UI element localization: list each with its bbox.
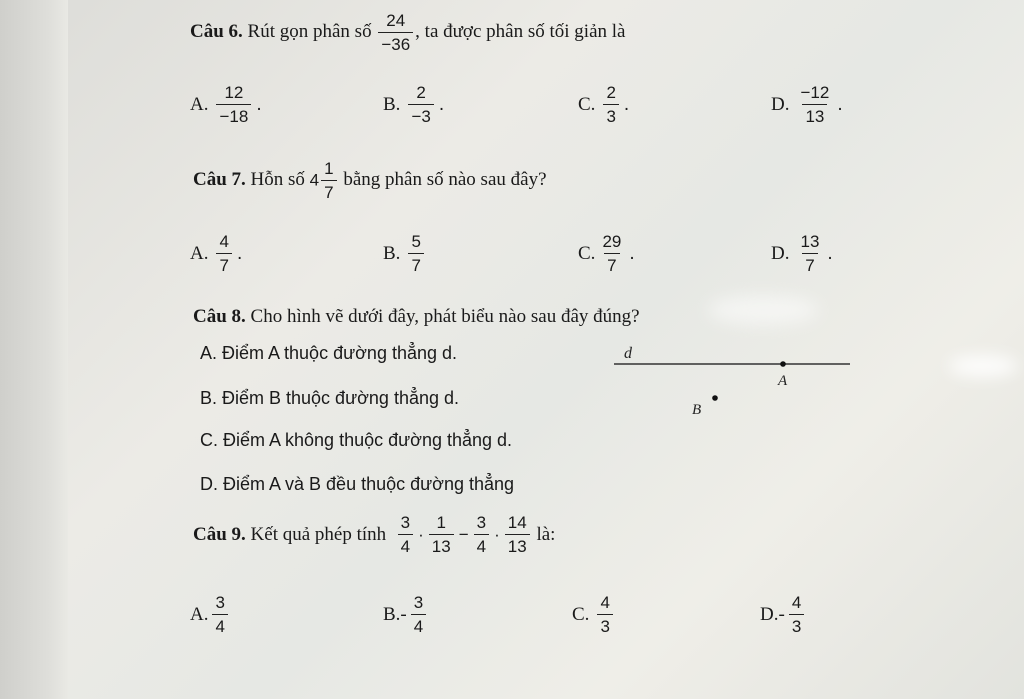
q7-option-d[interactable] — [771, 233, 833, 274]
light-glare — [708, 295, 818, 325]
option-label: D. — [771, 93, 790, 115]
denominator: 4 — [474, 534, 489, 555]
fraction — [411, 594, 426, 635]
numerator: 2 — [416, 83, 426, 102]
page-margin — [0, 0, 68, 699]
q9-option-a[interactable] — [190, 594, 230, 635]
fraction — [408, 84, 433, 125]
minus-sign: − — [458, 524, 469, 544]
numerator: 4 — [600, 593, 610, 612]
numerator: 5 — [411, 232, 421, 251]
q9-option-b[interactable] — [383, 594, 428, 635]
q7-option-b[interactable] — [383, 233, 429, 274]
denominator: 4 — [398, 534, 413, 555]
q7-option-c[interactable] — [578, 233, 635, 274]
q8-option-c[interactable]: C. Điểm A không thuộc đường thẳng d. — [200, 430, 513, 450]
numerator: 4 — [791, 593, 802, 612]
denominator: 3 — [603, 104, 618, 125]
question-7 — [193, 160, 547, 201]
denominator: 7 — [604, 253, 619, 274]
numerator: 13 — [800, 232, 820, 251]
option-label: C. — [578, 93, 596, 115]
fraction — [429, 514, 454, 555]
q6-option-b[interactable] — [383, 84, 444, 125]
multiply-sign: · — [494, 524, 500, 544]
option-label: A. — [190, 93, 209, 115]
q9-option-c[interactable] — [572, 594, 615, 635]
fraction — [474, 514, 489, 555]
option-label: D.- — [760, 603, 785, 625]
numerator: 4 — [219, 232, 229, 251]
fraction — [378, 12, 413, 53]
option-label: B. — [383, 242, 401, 264]
option-label: A. — [190, 242, 209, 264]
q6-option-c[interactable] — [578, 84, 629, 125]
question-text: , ta được phân số tối giản là — [415, 20, 626, 42]
numerator: 12 — [224, 83, 244, 102]
option-tail: . — [629, 242, 635, 264]
numerator: 1 — [436, 513, 446, 532]
question-label: Câu 6. — [190, 20, 243, 42]
numerator: 14 — [507, 513, 527, 532]
denominator: 3 — [789, 614, 804, 635]
denominator: 7 — [408, 253, 423, 274]
denominator: 4 — [411, 614, 426, 635]
q6-option-d[interactable] — [771, 84, 843, 125]
numerator: 1 — [324, 159, 334, 178]
numerator: 2 — [606, 83, 616, 102]
option-label: C. — [578, 242, 596, 264]
option-tail: . — [623, 93, 630, 115]
denominator: 13 — [802, 104, 827, 125]
fraction — [789, 594, 804, 635]
question-9 — [193, 514, 555, 555]
option-label: B. — [383, 93, 401, 115]
denominator: −36 — [378, 32, 413, 53]
q6-option-a[interactable] — [190, 84, 262, 125]
point-line-figure — [600, 335, 860, 425]
option-tail: . — [837, 93, 843, 115]
numerator: 3 — [215, 593, 225, 612]
fraction — [398, 514, 413, 555]
fraction — [216, 84, 251, 125]
denominator: 7 — [321, 180, 336, 201]
option-label: A. — [190, 603, 209, 625]
option-label: C. — [572, 603, 590, 625]
q8-option-d[interactable]: D. Điểm A và B đều thuộc đường thẳng — [200, 474, 515, 494]
q7-option-a[interactable] — [190, 233, 242, 274]
option-tail: . — [438, 93, 445, 115]
fraction — [212, 594, 227, 635]
denominator: 7 — [802, 253, 817, 274]
option-tail: . — [236, 242, 243, 264]
question-text: Kết quả phép tính — [250, 523, 387, 545]
light-glare — [948, 355, 1018, 377]
option-label: B.- — [383, 603, 407, 625]
q8-option-a[interactable]: A. Điểm A thuộc đường thẳng d. — [200, 343, 458, 363]
denominator: 3 — [597, 614, 612, 635]
option-tail: . — [256, 93, 262, 115]
numerator: 24 — [386, 11, 406, 30]
fraction — [321, 160, 336, 201]
question-text: Hỗn số — [250, 168, 305, 190]
numerator: 29 — [602, 232, 622, 251]
denominator: 13 — [505, 534, 530, 555]
q9-option-d[interactable] — [760, 594, 806, 635]
question-label: Câu 7. — [193, 168, 246, 190]
question-label: Câu 9. — [193, 523, 246, 545]
question-label: Câu 8. — [193, 306, 246, 327]
denominator: 7 — [216, 253, 231, 274]
fraction — [797, 233, 822, 274]
option-tail: . — [827, 242, 833, 264]
fraction — [599, 233, 624, 274]
numerator: 3 — [476, 513, 487, 532]
point-a-label: A — [778, 373, 788, 389]
fraction — [597, 594, 612, 635]
numerator: 3 — [413, 593, 424, 612]
question-6 — [190, 12, 625, 53]
numerator: −12 — [800, 83, 830, 102]
multiply-sign: · — [418, 524, 424, 544]
fraction — [603, 84, 618, 125]
question-text: Rút gọn phân số — [247, 20, 372, 42]
question-text: Cho hình vẽ dưới đây, phát biểu nào sau đây đúng? — [250, 306, 640, 327]
numerator: 3 — [400, 513, 411, 532]
q8-option-b[interactable]: B. Điểm B thuộc đường thẳng d. — [200, 388, 459, 408]
mixed-whole: 4 — [309, 170, 320, 190]
option-label: D. — [771, 242, 790, 264]
question-text: là: — [536, 523, 556, 545]
line-d-label: d — [624, 345, 632, 362]
denominator: 4 — [212, 614, 227, 635]
fraction — [797, 84, 832, 125]
question-text: bằng phân số nào sau đây? — [343, 168, 547, 190]
denominator: −3 — [408, 104, 433, 125]
point-b — [712, 395, 718, 401]
denominator: 13 — [429, 534, 454, 555]
fraction — [216, 233, 231, 274]
question-8 — [193, 306, 640, 328]
fraction — [408, 233, 423, 274]
fraction — [505, 514, 530, 555]
point-b-label: B — [692, 402, 702, 418]
point-a — [780, 361, 786, 367]
denominator: −18 — [216, 104, 251, 125]
